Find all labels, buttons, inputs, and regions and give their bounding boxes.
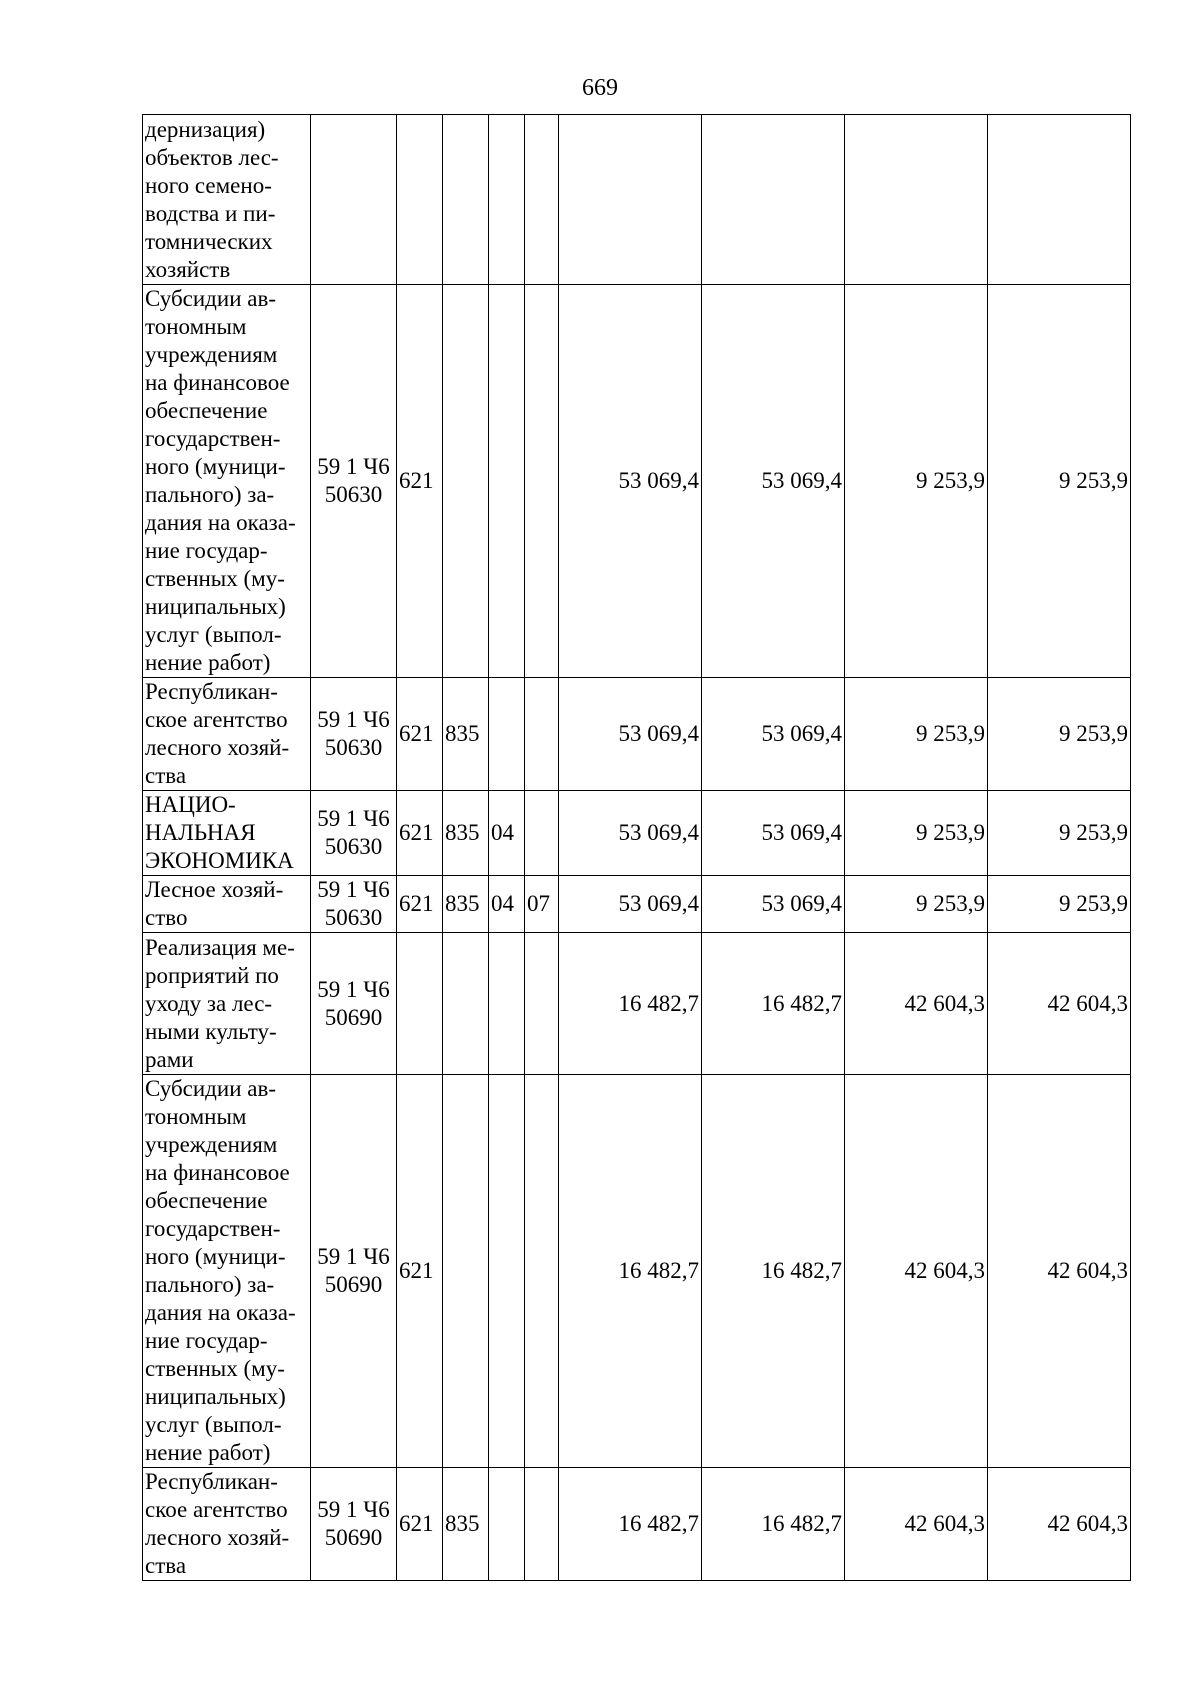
target-article-code-cell — [311, 933, 397, 1075]
amount-4-cell: 9 253,9 — [988, 791, 1131, 876]
target-article-code-line: 50630 — [324, 735, 383, 760]
amount-4-cell — [988, 115, 1131, 285]
subsection-code-cell — [525, 285, 559, 678]
table-row — [143, 876, 1131, 933]
row-name-line: ства — [145, 1553, 187, 1578]
amount-1-cell: 53 069,4 — [559, 791, 702, 876]
row-name-line: Субсидии ав- — [145, 1076, 276, 1101]
subsection-code-cell — [525, 115, 559, 285]
ministry-code-cell: 835 — [443, 876, 489, 933]
row-name-line: учреждениям — [145, 342, 278, 367]
row-name-line: ного (муници- — [145, 454, 286, 479]
amount-3-cell: 9 253,9 — [845, 876, 988, 933]
row-name-line: ного (муници- — [145, 1244, 286, 1269]
target-article-code-cell — [311, 1075, 397, 1468]
row-name-line: водства и пи- — [145, 200, 276, 226]
amount-4-cell: 9 253,9 — [988, 678, 1131, 791]
amount-3-cell: 42 604,3 — [845, 1468, 988, 1581]
target-article-code-line: 59 1 Ч6 — [317, 976, 390, 1002]
target-article-code-cell — [311, 791, 397, 876]
target-article-code-line: 50690 — [324, 1004, 383, 1030]
ministry-code-cell — [443, 115, 489, 285]
row-name-cell — [143, 791, 311, 876]
row-name-line: ниципальных) — [145, 594, 286, 619]
expense-type-cell: 621 — [397, 876, 443, 933]
target-article-code-line: 59 1 Ч6 — [317, 1497, 390, 1522]
amount-2-cell: 53 069,4 — [702, 285, 845, 678]
row-name-line: роприятий по — [145, 962, 279, 988]
row-name-cell — [143, 933, 311, 1075]
section-code-cell: 04 — [489, 791, 525, 876]
row-name-line: объектов лес- — [145, 144, 279, 170]
amount-2-cell: 53 069,4 — [702, 876, 845, 933]
row-name-line: дания на оказа- — [145, 1300, 296, 1325]
row-name-line: томнических — [145, 228, 273, 254]
row-name-line: ние государ- — [145, 538, 268, 563]
expense-type-cell — [397, 933, 443, 1075]
amount-3-cell: 9 253,9 — [845, 285, 988, 678]
expense-type-cell — [397, 115, 443, 285]
target-article-code-cell — [311, 678, 397, 791]
row-name-line: Республикан- — [145, 679, 278, 704]
ministry-code-cell — [443, 285, 489, 678]
amount-1-cell: 53 069,4 — [559, 678, 702, 791]
amount-1-cell: 16 482,7 — [559, 1468, 702, 1581]
row-name-line: ства — [145, 763, 187, 788]
amount-1-cell: 53 069,4 — [559, 285, 702, 678]
row-name-line: дания на оказа- — [145, 510, 296, 535]
subsection-code-cell: 07 — [525, 876, 559, 933]
table-row — [143, 1075, 1131, 1468]
expense-type-cell: 621 — [397, 678, 443, 791]
table-body — [143, 115, 1131, 1581]
row-name-line: тономным — [145, 1104, 247, 1129]
target-article-code-line: 50630 — [324, 905, 383, 930]
section-code-cell: 04 — [489, 876, 525, 933]
target-article-code-line: 50630 — [324, 482, 383, 507]
row-name-line: ние государ- — [145, 1328, 268, 1353]
row-name-cell — [143, 285, 311, 678]
row-name-line: НАЦИО- — [145, 792, 236, 817]
amount-1-cell: 16 482,7 — [559, 1075, 702, 1468]
row-name-line: ство — [145, 905, 188, 930]
row-name-line: хозяйств — [145, 256, 231, 282]
row-name-line: тономным — [145, 314, 247, 339]
target-article-code-line: 50690 — [324, 1272, 383, 1297]
ministry-code-cell — [443, 1075, 489, 1468]
row-name-line: нение работ) — [145, 1440, 271, 1465]
expense-type-cell: 621 — [397, 791, 443, 876]
target-article-code-line: 50630 — [324, 834, 383, 859]
subsection-code-cell — [525, 678, 559, 791]
table-row — [143, 285, 1131, 678]
row-name-line: ское агентство — [145, 707, 288, 732]
target-article-code-line: 59 1 Ч6 — [317, 877, 390, 902]
ministry-code-cell: 835 — [443, 678, 489, 791]
subsection-code-cell — [525, 933, 559, 1075]
amount-2-cell: 53 069,4 — [702, 791, 845, 876]
section-code-cell — [489, 115, 525, 285]
row-name-line: на финансовое — [145, 370, 290, 395]
expense-type-cell: 621 — [397, 285, 443, 678]
row-name-cell — [143, 1468, 311, 1581]
row-name-line: пального) за- — [145, 482, 275, 507]
amount-3-cell — [845, 115, 988, 285]
target-article-code-line: 59 1 Ч6 — [317, 806, 390, 831]
row-name-line: ственных (му- — [145, 1356, 285, 1381]
row-name-line: учреждениям — [145, 1132, 278, 1157]
amount-1-cell: 16 482,7 — [559, 933, 702, 1075]
subsection-code-cell — [525, 1075, 559, 1468]
section-code-cell — [489, 1075, 525, 1468]
row-name-line: лесного хозяй- — [145, 1525, 290, 1550]
target-article-code-cell — [311, 115, 397, 285]
amount-4-cell: 42 604,3 — [988, 1075, 1131, 1468]
row-name-line: пального) за- — [145, 1272, 275, 1297]
amount-3-cell: 42 604,3 — [845, 1075, 988, 1468]
amount-3-cell: 42 604,3 — [845, 933, 988, 1075]
row-name-line: Республикан- — [145, 1469, 278, 1494]
amount-2-cell: 16 482,7 — [702, 1075, 845, 1468]
row-name-line: ного семено- — [145, 172, 272, 198]
table-row — [143, 678, 1131, 791]
target-article-code-cell — [311, 876, 397, 933]
row-name-cell — [143, 115, 311, 285]
amount-4-cell: 9 253,9 — [988, 876, 1131, 933]
amount-1-cell — [559, 115, 702, 285]
row-name-line: государствен- — [145, 1216, 281, 1241]
row-name-cell — [143, 876, 311, 933]
row-name-cell — [143, 678, 311, 791]
section-code-cell — [489, 1468, 525, 1581]
amount-2-cell: 16 482,7 — [702, 933, 845, 1075]
table-row — [143, 791, 1131, 876]
row-name-line: государствен- — [145, 426, 281, 451]
row-name-line: уходу за лес- — [145, 990, 273, 1016]
amount-2-cell: 16 482,7 — [702, 1468, 845, 1581]
amount-3-cell: 9 253,9 — [845, 791, 988, 876]
row-name-line: ными культу- — [145, 1018, 277, 1044]
amount-4-cell: 9 253,9 — [988, 285, 1131, 678]
ministry-code-cell: 835 — [443, 791, 489, 876]
row-name-line: ское агентство — [145, 1497, 288, 1522]
section-code-cell — [489, 933, 525, 1075]
section-code-cell — [489, 678, 525, 791]
row-name-line: рами — [145, 1046, 194, 1072]
row-name-line: НАЛЬНАЯ — [145, 820, 256, 845]
target-article-code-line: 59 1 Ч6 — [317, 707, 390, 732]
amount-3-cell: 9 253,9 — [845, 678, 988, 791]
table-row — [143, 1468, 1131, 1581]
page-number: 669 — [582, 75, 618, 101]
ministry-code-cell: 835 — [443, 1468, 489, 1581]
ministry-code-cell — [443, 933, 489, 1075]
subsection-code-cell — [525, 1468, 559, 1581]
row-name-line: услуг (выпол- — [145, 622, 282, 647]
subsection-code-cell — [525, 791, 559, 876]
section-code-cell — [489, 285, 525, 678]
expense-type-cell: 621 — [397, 1468, 443, 1581]
amount-2-cell — [702, 115, 845, 285]
row-name-line: Лесное хозяй- — [145, 877, 284, 902]
row-name-line: ниципальных) — [145, 1384, 286, 1409]
table-row — [143, 933, 1131, 1075]
target-article-code-line: 59 1 Ч6 — [317, 454, 390, 479]
row-name-line: лесного хозяй- — [145, 735, 290, 760]
amount-4-cell: 42 604,3 — [988, 933, 1131, 1075]
target-article-code-line: 50690 — [324, 1525, 383, 1550]
table-row — [143, 115, 1131, 285]
amount-4-cell: 42 604,3 — [988, 1468, 1131, 1581]
row-name-line: обеспечение — [145, 398, 268, 423]
target-article-code-cell — [311, 1468, 397, 1581]
target-article-code-line: 59 1 Ч6 — [317, 1244, 390, 1269]
row-name-line: дернизация) — [145, 116, 266, 142]
row-name-line: Реализация ме- — [145, 934, 295, 960]
row-name-line: Субсидии ав- — [145, 286, 276, 311]
row-name-line: ственных (му- — [145, 566, 285, 591]
row-name-line: услуг (выпол- — [145, 1412, 282, 1437]
amount-1-cell: 53 069,4 — [559, 876, 702, 933]
row-name-line: обеспечение — [145, 1188, 268, 1213]
row-name-cell — [143, 1075, 311, 1468]
row-name-line: нение работ) — [145, 650, 271, 675]
expense-type-cell: 621 — [397, 1075, 443, 1468]
target-article-code-cell — [311, 285, 397, 678]
row-name-line: на финансовое — [145, 1160, 290, 1185]
row-name-line: ЭКОНОМИКА — [145, 848, 294, 873]
budget-table — [142, 114, 1131, 1581]
amount-2-cell: 53 069,4 — [702, 678, 845, 791]
